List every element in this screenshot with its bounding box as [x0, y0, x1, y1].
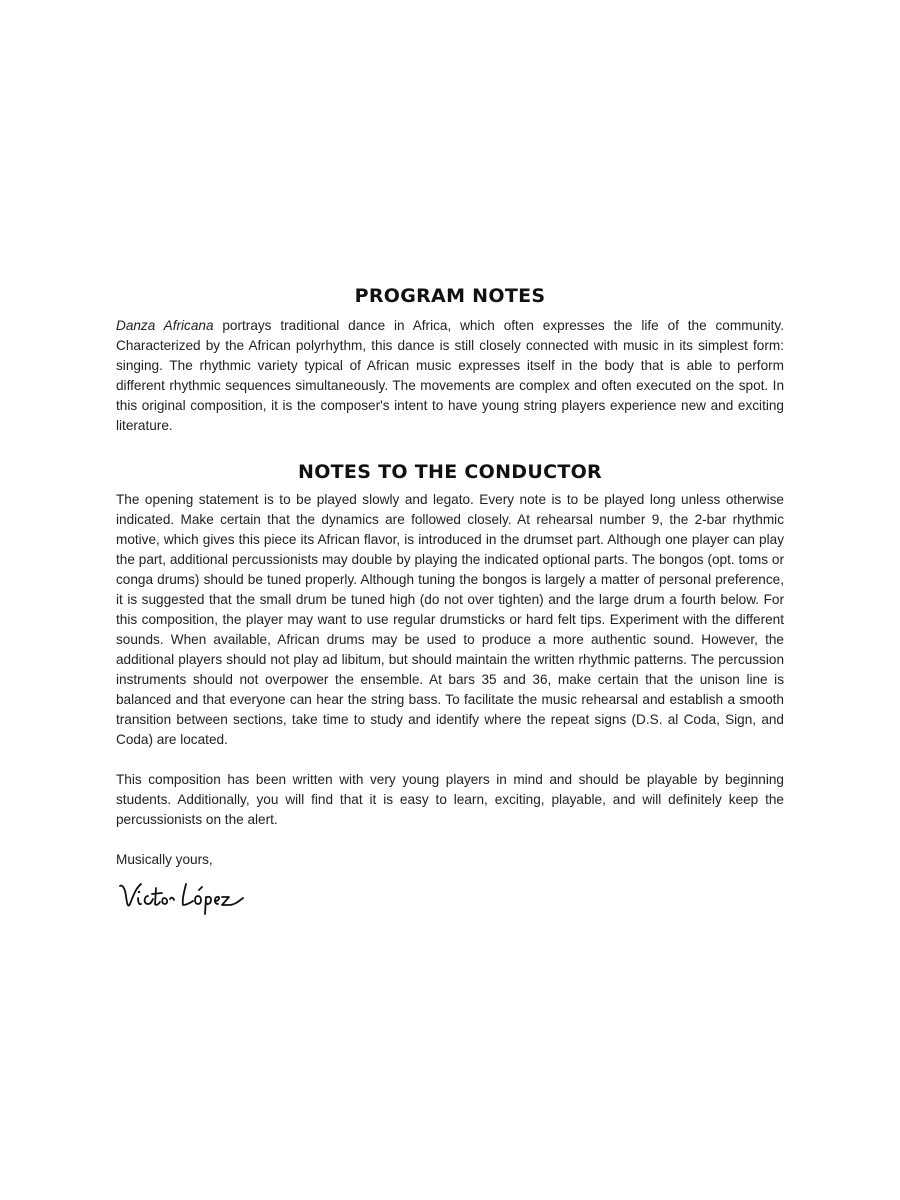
conductor-notes-heading: NOTES TO THE CONDUCTOR	[298, 461, 602, 483]
signature-image	[116, 874, 246, 920]
program-notes-paragraph	[116, 316, 784, 436]
conductor-notes-paragraph-2: This composition has been written with very young players in mind and should be playable by beginning students. Additionally, you will find that it is easy to learn, exciting, playable, and will definitely keep the percussionists on the alert.	[116, 772, 784, 827]
document-page	[116, 282, 784, 920]
program-notes-heading: PROGRAM NOTES	[354, 285, 546, 307]
signoff-text: Musically yours,	[116, 852, 213, 867]
piece-title: Danza Africana	[116, 318, 214, 333]
program-notes-text: portrays traditional dance in Africa, which often expresses the life of the community. Characterized by the African polyrhythm, this dance is still closely connected with music in its simplest form: singing. The rhythmic variety typical of African music expresses itself in the body that is able to perform different rhythmic sequences simultaneously. The movements are complex and often executed on the spot. In this original composition, it is the composer's intent to have young string players experience new and exciting literature.	[116, 318, 784, 433]
conductor-notes-paragraph-1: The opening statement is to be played slowly and legato. Every note is to be played long unless otherwise indicated. Make certain that the dynamics are followed closely. At rehearsal number 9, the 2-bar rhythmic motive, which gives this piece its African flavor, is introduced in the drumset part. Although one player can play the part, additional percussionists may double by playing the indicated optional parts. The bongos (opt. toms or conga drums) should be tuned properly. Although tuning the bongos is largely a matter of personal preference, it is suggested that the small drum be tuned high (do not over tighten) and the large drum a fourth below. For this composition, the player may want to use regular drumsticks or hard felt tips. Experiment with the different sounds. When available, African drums may be used to produce a more authentic sound. However, the additional players should not play ad libitum, but should maintain the written rhythmic patterns. The percussion instruments should not overpower the ensemble. At bars 35 and 36, make certain that the unison line is balanced and that everyone can hear the string bass. To facilitate the music rehearsal and establish a smooth transition between sections, take time to study and identify where the repeat signs (D.S. al Coda, Sign, and Coda) are located.	[116, 492, 784, 747]
